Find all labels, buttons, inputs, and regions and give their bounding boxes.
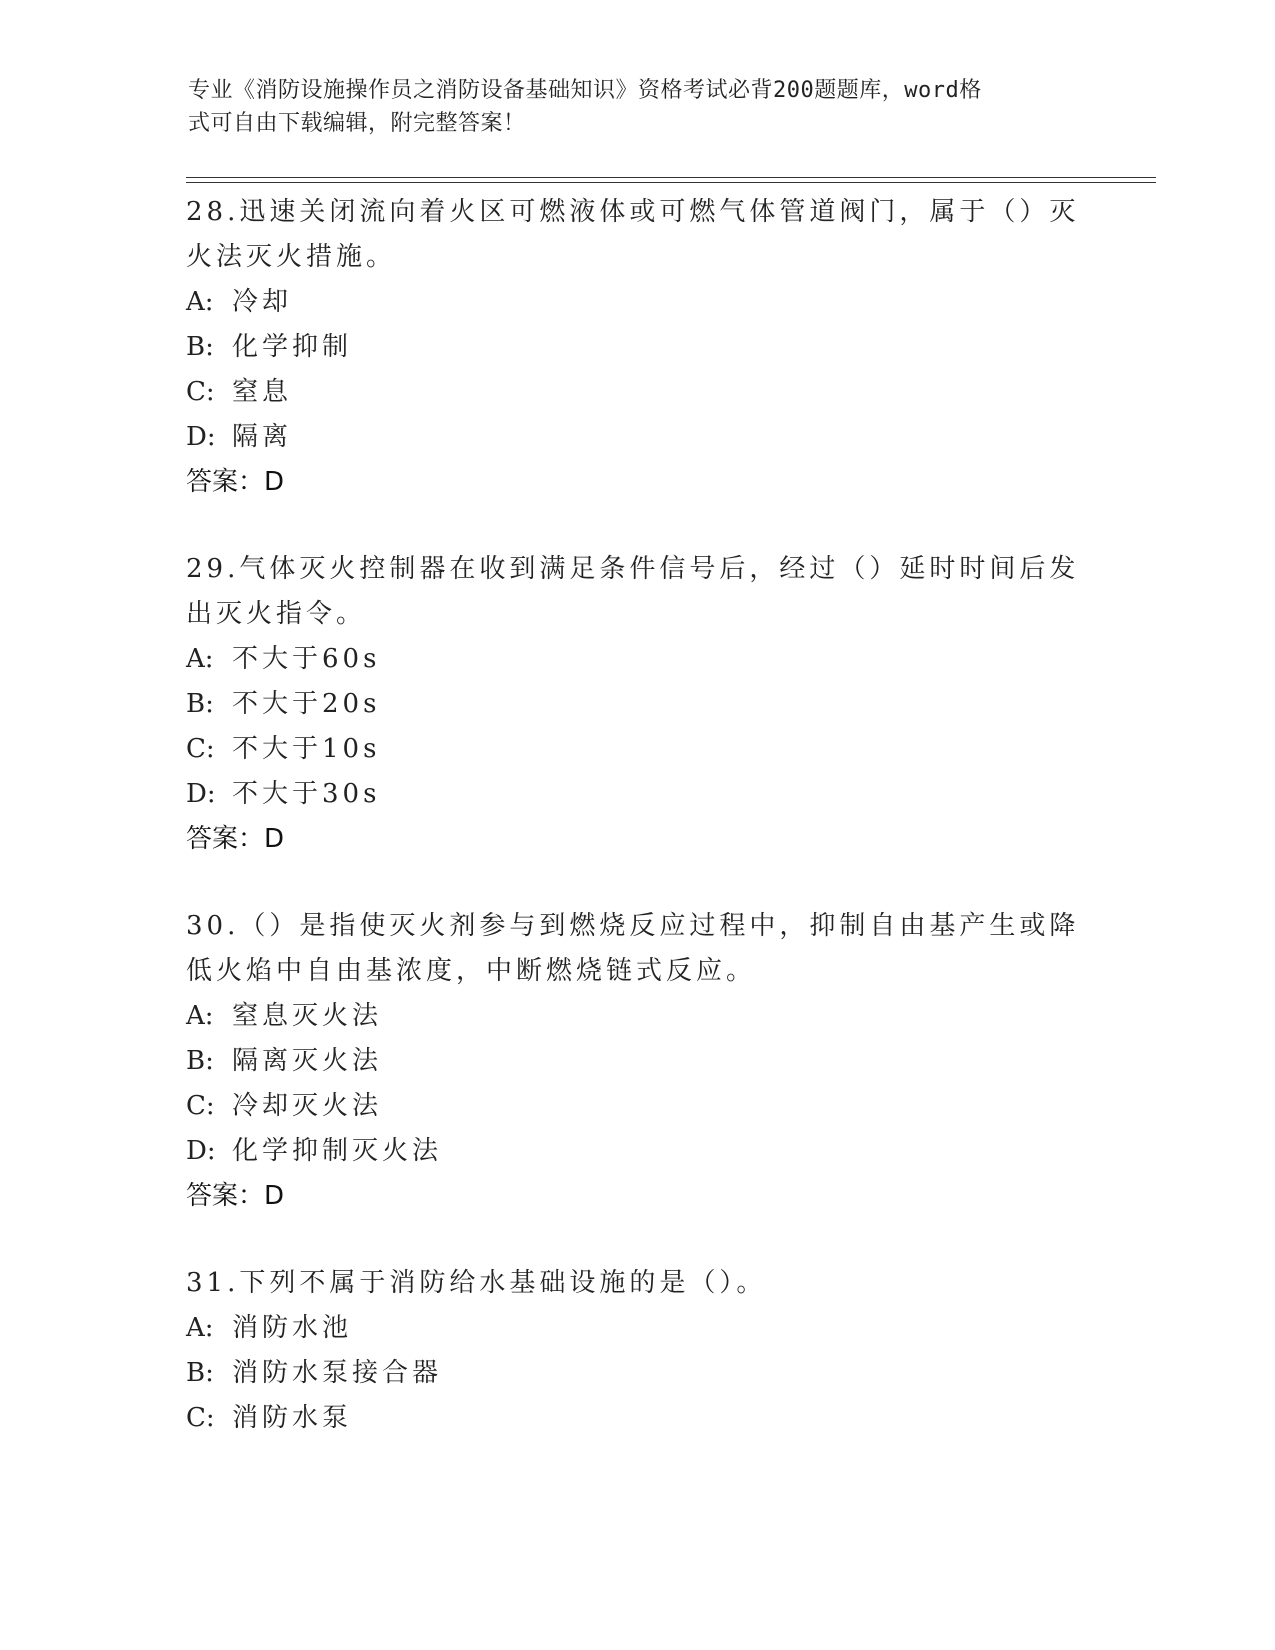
option-c [186, 727, 1086, 772]
option-letter: A: [186, 644, 214, 674]
option-text: 消防水泵接合器 [232, 1358, 443, 1388]
option-text: 不大于30s [232, 779, 381, 809]
option-text: 不大于20s [232, 689, 381, 719]
option-letter: C: [186, 1091, 215, 1121]
option-text: 化学抑制灭火法 [232, 1136, 443, 1166]
option-d [186, 415, 1086, 460]
header-line-2: 式可自由下载编辑，附完整答案！ [188, 111, 526, 136]
question-list [186, 190, 1086, 1483]
answer-line: 答案：D [186, 824, 285, 854]
option-letter: D: [186, 1136, 216, 1166]
option-text: 窒息 [232, 377, 293, 407]
option-b [186, 1351, 1086, 1396]
option-letter: B: [186, 332, 214, 362]
option-text: 隔离 [232, 422, 293, 452]
option-text: 窒息灭火法 [232, 1001, 383, 1031]
option-text: 隔离灭火法 [232, 1046, 383, 1076]
option-c [186, 370, 1086, 415]
option-letter: C: [186, 1403, 215, 1433]
option-d [186, 772, 1086, 817]
option-text: 消防水泵 [232, 1403, 353, 1433]
document-header [188, 74, 1088, 140]
question-31 [186, 1261, 1086, 1441]
option-a [186, 1306, 1086, 1351]
question-text: 31.下列不属于消防给水基础设施的是（）。 [186, 1268, 767, 1298]
option-letter: B: [186, 1046, 214, 1076]
question-text: 30.（）是指使灭火剂参与到燃烧反应过程中，抑制自由基产生或降低火焰中自由基浓度，中断燃烧链式反应。 [186, 911, 1080, 986]
option-text: 不大于10s [232, 734, 381, 764]
option-text: 冷却灭火法 [232, 1091, 383, 1121]
option-letter: C: [186, 734, 215, 764]
option-letter: D: [186, 422, 216, 452]
answer-line: 答案：D [186, 467, 285, 497]
option-text: 化学抑制 [232, 332, 353, 362]
option-letter: A: [186, 1001, 214, 1031]
option-b [186, 325, 1086, 370]
option-letter: C: [186, 377, 215, 407]
question-text: 28.迅速关闭流向着火区可燃液体或可燃气体管道阀门，属于（）灭火法灭火措施。 [186, 197, 1080, 272]
option-b [186, 682, 1086, 727]
header-divider-bottom [186, 182, 1156, 183]
option-letter: B: [186, 689, 214, 719]
header-line-1: 专业《消防设施操作员之消防设备基础知识》资格考试必背200题题库，word格 [188, 78, 982, 103]
question-30 [186, 904, 1086, 1219]
question-29 [186, 547, 1086, 862]
option-c [186, 1396, 1086, 1441]
option-letter: D: [186, 779, 216, 809]
option-a [186, 637, 1086, 682]
option-a [186, 280, 1086, 325]
header-divider-top [186, 177, 1156, 178]
option-letter: B: [186, 1358, 214, 1388]
option-d [186, 1129, 1086, 1174]
question-28 [186, 190, 1086, 505]
answer-line: 答案：D [186, 1181, 285, 1211]
option-text: 不大于60s [232, 644, 381, 674]
option-b [186, 1039, 1086, 1084]
option-text: 消防水池 [232, 1313, 353, 1343]
option-letter: A: [186, 287, 214, 317]
question-text: 29.气体灭火控制器在收到满足条件信号后，经过（）延时时间后发出灭火指令。 [186, 554, 1080, 629]
option-text: 冷却 [232, 287, 293, 317]
option-a [186, 994, 1086, 1039]
option-letter: A: [186, 1313, 214, 1343]
option-c [186, 1084, 1086, 1129]
